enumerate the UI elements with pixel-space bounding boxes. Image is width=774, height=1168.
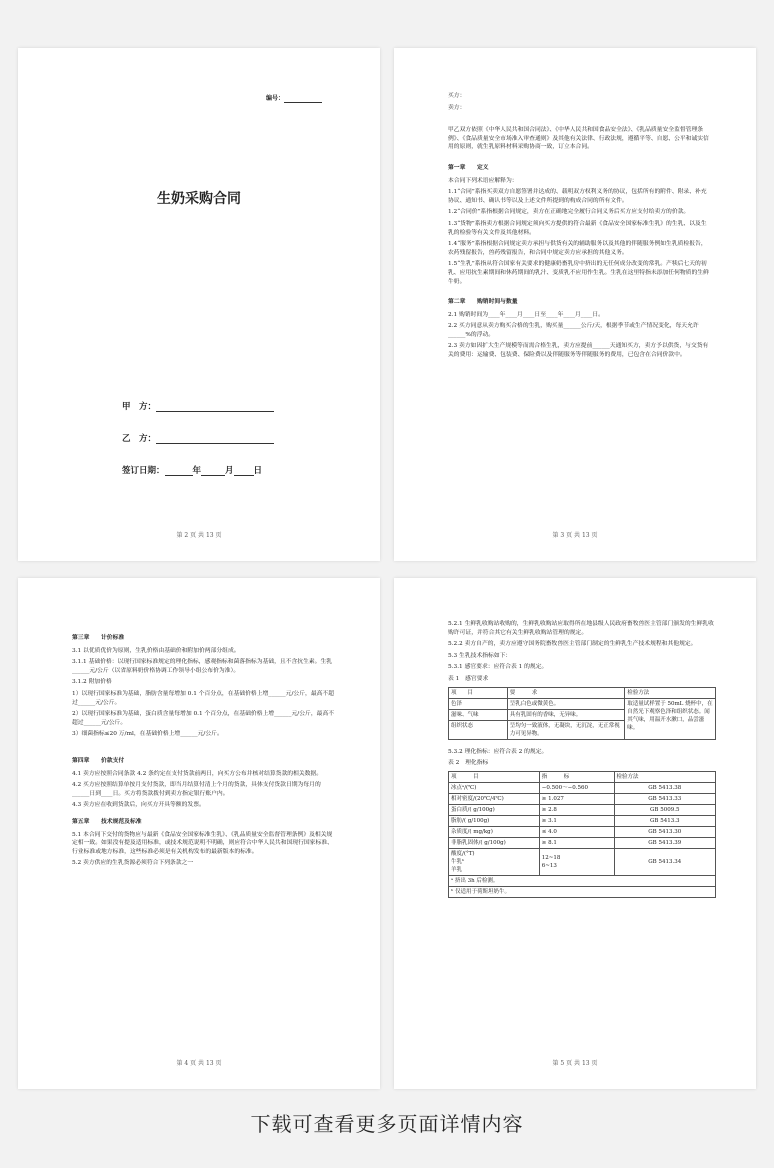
table-1-caption: 表 1 感官要求 [448,675,489,682]
page-body [72,634,336,871]
month-label: 月 [225,466,234,476]
year-label: 年 [192,466,202,476]
clause-5-1: 5.1 本合同下交付的货物应与最新《食品安全国家标准生乳》、《乳品质量安全监督管理条例》及相关规定相一致。如果没有提及适用标准，或技术规范说明不明确，则应符合中华人民共和国现行国家标准、行业标准或地方标准，这些标准必须是有关机构发布的最新版本的标准。 [72,831,333,855]
party-b-row [122,432,274,444]
cow-milk-label: 牛乳ᵇ [451,858,465,865]
table-note-row [449,875,716,886]
table-row [449,698,716,709]
table-cell: GB 5413.3 [614,815,715,826]
clause-4-3: 4.3 卖方应在收到货款后，向买方开具等额的发票。 [72,802,205,809]
party-b-blank [156,443,274,444]
document-page-pricing [18,578,380,1089]
chapter-4-title: 第四章 价款支付 [72,757,125,764]
table-cell: 呈乳白色或微黄色。 [507,698,624,709]
table-cell: 蛋白质/( g/100g) [449,804,540,815]
table-cell: 呈均匀一致液体，无凝块，无沉淀，无正常视力可见异物。 [507,720,624,739]
contract-number-row [266,94,322,103]
table-cell: GB 5009.5 [614,804,715,815]
clause-3-1-1: 3.1.1 基础价格：以现行国家标准规定的理化指标，感观指标和菌落指标为基础，且不含抗生素。生乳______元/公斤（以省原料奶价格协调工作领导小组公布价为准）。 [72,659,333,674]
clause-5-2-1: 5.2.1 生鲜乳收购站收购的，生鲜乳收购站应取得所在地县级人民政府畜牧兽医主管部门颁发的生鲜乳收购许可证，并符合其它有关生鲜乳收购站管理的规定。 [448,621,714,636]
goat-milk-label: 羊乳 [451,866,463,873]
clause-3-1-2-title: 3.1.2 附加价格 [72,679,112,686]
table-cell: GB 5413.33 [614,793,715,804]
download-more-banner: 下载可查看更多页面详情内容 [250,1112,524,1136]
definition-1-2: 1.2“合同价”系指根据合同规定，卖方在正确地完全履行合同义务后买方应支付给卖方的价款。 [448,209,690,216]
clause-2-2: 2.2 买方同意从卖方购买合格的生乳，购买量______公斤/天，根据季节或生产情况变化，每天允许______%的浮动。 [448,323,699,338]
clause-5-2-2: 5.2.2 卖方自产的，卖方应遵守国务院畜牧兽医主管部门制定的生鲜乳生产技术规程和其他规定。 [448,641,697,648]
page-footer: 第 2 页 共 13 页 [176,532,222,539]
chapter-3-title: 第三章 计价标准 [72,635,125,641]
goat-milk-acidity: 6~13 [541,862,557,869]
sign-date-row [122,464,262,476]
table-note: ᵇ 仅适用于荷斯坦奶牛。 [449,886,716,897]
table-cell: ≥ 8.1 [539,837,614,848]
page-body [448,620,716,898]
table-cell: GB 5413.38 [614,782,715,793]
table-cell [449,848,540,875]
clause-5-3: 5.3 生乳技术指标如下： [448,652,512,659]
physicochemical-table [448,771,716,898]
sign-date-label: 签订日期： [122,466,165,476]
table-cell: 脂肪/( g/100g) [449,815,540,826]
chapter-5-title: 第五章 技术规范及标准 [72,818,142,825]
cow-milk-acidity: 12~18 [541,854,561,861]
day-label: 日 [253,466,263,476]
sensory-table [448,687,716,740]
table-header-cell: 检验方法 [614,771,715,782]
clause-4-1: 4.1 卖方应按照合同条款 4.2 条约定在支付货款前两日，向买方公布并核对结算货款的相关数据。 [72,770,323,777]
clause-3-1-2-item-1: 1）以现行国家标准为基础，脂肪含量每增加 0.1 个百分点，在基础价格上增______元/公斤，最高不超过______元/公斤。 [72,690,335,706]
clause-3-1-2-item-3: 3）细菌指标≤20 万/ml，在基础价格上增______元/公斤。 [72,731,223,738]
table-2-caption: 表 2 理化指标 [448,760,489,767]
table-cell: GB 5413.30 [614,826,715,837]
table-cell: 组织状态 [449,720,508,739]
clause-5-2: 5.2 卖方供应的生乳货源必须符合下列条款之一 [72,860,194,867]
clause-2-3: 2.3 卖方如因扩大生产规模等而需合格生乳，卖方应提前______天通知买方，卖方予以供货，与交货有关的费用：运输费、包装费、保险费以及伴随服务等伴随服务的费用，已包含在合同价款中。 [448,343,709,359]
table-cell: GB 5413.34 [614,848,715,875]
page-footer: 第 3 页 共 13 页 [552,532,598,539]
page-footer: 第 4 页 共 13 页 [176,1060,222,1067]
clause-3-1: 3.1 以优质优价为原则，生乳价格由基础价和附加价两部分组成。 [72,647,240,654]
chapter-2-title: 第二章 购销时间与数量 [448,299,518,306]
table-cell: 相对密度/(20℃/4℃) [449,793,540,804]
table-cell: 滋味、气味 [449,709,508,720]
table-header-cell: 项 目 [449,771,540,782]
party-a-blank [156,411,274,412]
party-b-label: 乙 方： [122,434,157,444]
table-header-row [449,771,716,782]
table-cell: ≥ 1.027 [539,793,614,804]
table-note-row [449,886,716,897]
clause-5-3-1: 5.3.1 感官要求：应符合表 1 的规定。 [448,664,548,671]
clause-4-2: 4.2 买方应按照结算单按月支付货款，即当月结算付清上个月的货款，具体支付货款日期为每月的______日到____日。买方将货款拨付到卖方指定银行账户内。 [72,782,321,797]
document-page-cover [18,48,380,561]
acidity-label: 酸度/(°T) [451,850,475,857]
table-row [449,815,716,826]
definition-1-4: 1.4“服务”系指根据合同规定卖方承担与供货有关的辅助服务以及其他的伴随服务例如生乳质检报告，农药残留报告，兽药残留报告，和合同中规定卖方应承担的其他义务。 [448,241,707,256]
seller-label: 卖方： [448,104,466,111]
document-page-standards [394,578,756,1089]
table-cell: 色泽 [449,698,508,709]
table-row [449,793,716,804]
table-cell: 非脂乳固体/( g/100g) [449,837,540,848]
definition-1-1: 1.1“合同”系指买卖双方自愿签署并达成的、载明双方权利义务的协议，包括所有的附件、附录、补充协议、通知书、确认书等以及上述文件所提到的构成合同的所有文件。 [448,189,707,204]
table-cell: ≥ 3.1 [539,815,614,826]
party-a-label: 甲 方： [122,402,157,412]
table-cell: −0.500～−0.560 [539,782,614,793]
clause-3-1-2-item-2: 2）以现行国家标准为基础，蛋白质含量每增加 0.1 个百分点，在基础价格上增______元/公斤，最高不超过______元/公斤。 [72,711,335,726]
table-header-cell: 指 标 [539,771,614,782]
table-row-acidity [449,848,716,875]
table-header-row [449,687,716,698]
contract-title: 生奶采购合同 [157,191,241,207]
table-cell: ≤ 4.0 [539,826,614,837]
intro-paragraph: 甲乙双方依照《中华人民共和国合同法》、《中华人民共和国食品安全法》、《乳品质量安全监督管理条例》、《食品质量安全市场准入审查通则》及其他有关法律、行政法规，遵循平等、自愿、公平和诚实信用的原则，就生乳原料材料采购协商一致，订立本合同。 [448,127,709,151]
table-cell: 具有乳固有的香味，无异味。 [507,709,624,720]
table-header-cell: 项 目 [449,687,508,698]
chapter-1-intro: 本合同下列术语应解释为： [448,177,518,184]
table-cell: 冰点ᵃ/(℃) [449,782,540,793]
table-header-cell: 要 求 [507,687,624,698]
clause-2-1: 2.1 购销时间为____年____月____日至____年____月____日。 [448,311,604,318]
contract-number-label: 编号： [266,95,285,102]
definition-1-5: 1.5“生乳”系指从符合国家有关要求的健康奶畜乳房中挤出的无任何成分改变的常乳。产犊后七天的初乳、应用抗生素期间和休药期间的乳汁、变质乳不应用作生乳。生乳在这里特指未添加任何物质的生鲜牛奶。 [448,261,709,285]
table-row [449,782,716,793]
table-cell: GB 5413.39 [614,837,715,848]
table-row [449,804,716,815]
contract-number-blank [284,102,322,103]
chapter-1-title: 第一章 定义 [448,164,489,171]
table-cell [539,848,614,875]
buyer-label: 买方： [448,93,466,99]
table-cell: 杂质度/( mg/kg) [449,826,540,837]
table-cell-method: 取适量试样置于 50mL 烧杯中，在自然光下观察色泽和组织状态。闻其气味，用温开水漱口，品尝滋味。 [625,698,716,739]
table-cell: ≥ 2.8 [539,804,614,815]
table-row [449,826,716,837]
definition-1-3: 1.3“货物”系指卖方根据合同规定须向买方提供的符合最新《食品安全国家标准生乳》的生乳、以及生乳的检验等有关文件及其他材料。 [448,220,707,236]
table-header-cell: 检验方法 [625,687,716,698]
table-note: ᵃ 挤出 3h 后检测。 [449,875,716,886]
document-page-definitions [394,48,756,561]
table-row [449,837,716,848]
page-footer: 第 5 页 共 13 页 [552,1060,598,1067]
party-a-row [122,400,274,412]
clause-5-3-2: 5.3.2 理化指标：应符合表 2 的规定。 [448,748,548,755]
page-body [448,92,712,363]
